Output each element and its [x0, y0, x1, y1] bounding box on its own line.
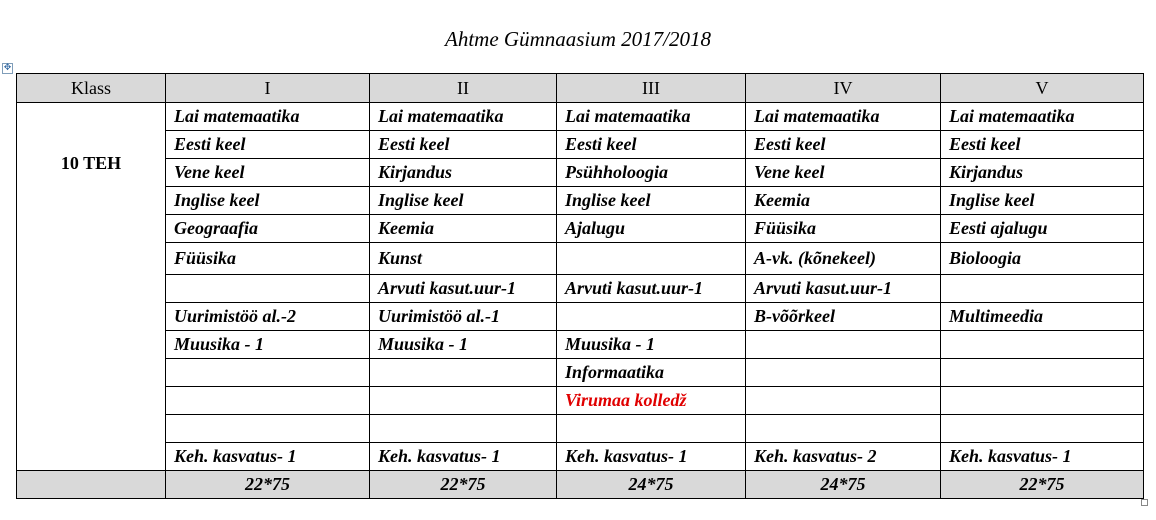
table-resize-handle-icon[interactable]	[1141, 499, 1148, 506]
table-cell	[166, 359, 370, 387]
table-cell: Inglise keel	[166, 187, 370, 215]
table-cell: Eesti keel	[166, 131, 370, 159]
header-day-4: IV	[746, 74, 941, 103]
schedule-table	[16, 73, 1144, 499]
table-cell: Eesti keel	[557, 131, 746, 159]
table-cell: Informaatika	[557, 359, 746, 387]
header-day-5: V	[941, 74, 1144, 103]
header-row	[17, 74, 1144, 103]
table-cell: Lai matemaatika	[166, 103, 370, 131]
totals-row	[17, 471, 1144, 499]
header-day-3: III	[557, 74, 746, 103]
table-row	[17, 243, 1144, 275]
table-cell: Eesti keel	[370, 131, 557, 159]
table-cell: Ajalugu	[557, 215, 746, 243]
table-cell	[166, 415, 370, 443]
table-cell: Arvuti kasut.uur-1	[557, 275, 746, 303]
table-cell	[746, 415, 941, 443]
table-cell: Arvuti kasut.uur-1	[370, 275, 557, 303]
table-cell: Eesti keel	[746, 131, 941, 159]
class-name-cell: 10 TEH	[17, 103, 166, 471]
table-cell: Keh. kasvatus- 2	[746, 443, 941, 471]
table-cell	[941, 387, 1144, 415]
table-cell	[557, 243, 746, 275]
table-row	[17, 303, 1144, 331]
table-cell: Psühholoogia	[557, 159, 746, 187]
table-cell: Muusika - 1	[166, 331, 370, 359]
table-cell: Kirjandus	[941, 159, 1144, 187]
table-cell: Eesti ajalugu	[941, 215, 1144, 243]
total-cell: 24*75	[746, 471, 941, 499]
table-cell: Muusika - 1	[557, 331, 746, 359]
total-cell: 22*75	[370, 471, 557, 499]
table-cell: Keemia	[370, 215, 557, 243]
total-cell: 24*75	[557, 471, 746, 499]
table-cell	[941, 275, 1144, 303]
table-cell	[941, 331, 1144, 359]
table-row	[17, 275, 1144, 303]
table-cell: Keh. kasvatus- 1	[557, 443, 746, 471]
table-cell: Multimeedia	[941, 303, 1144, 331]
table-cell: B-võõrkeel	[746, 303, 941, 331]
table-cell: Füüsika	[746, 215, 941, 243]
table-cell: Bioloogia	[941, 243, 1144, 275]
table-cell: Kunst	[370, 243, 557, 275]
header-day-1: I	[166, 74, 370, 103]
table-cell	[166, 387, 370, 415]
table-cell: Lai matemaatika	[557, 103, 746, 131]
table-cell: Geograafia	[166, 215, 370, 243]
table-row	[17, 415, 1144, 443]
table-row	[17, 443, 1144, 471]
table-cell: Lai matemaatika	[370, 103, 557, 131]
table-cell	[166, 275, 370, 303]
table-row	[17, 387, 1144, 415]
table-cell: Kirjandus	[370, 159, 557, 187]
table-row	[17, 359, 1144, 387]
table-cell	[941, 359, 1144, 387]
header-klass: Klass	[17, 74, 166, 103]
totals-label-cell	[17, 471, 166, 499]
table-cell: Inglise keel	[557, 187, 746, 215]
total-cell: 22*75	[941, 471, 1144, 499]
table-cell: Keh. kasvatus- 1	[166, 443, 370, 471]
table-cell: Uurimistöö al.-1	[370, 303, 557, 331]
document-title: Ahtme Gümnaasium 2017/2018	[445, 27, 711, 51]
table-move-handle-icon[interactable]: ✥	[3, 63, 12, 73]
table-cell	[557, 303, 746, 331]
header-day-2: II	[370, 74, 557, 103]
table-row	[17, 331, 1144, 359]
table-row	[17, 215, 1144, 243]
highlighted-cell: Virumaa kolledž	[557, 387, 746, 415]
table-cell: Keh. kasvatus- 1	[370, 443, 557, 471]
table-row	[17, 131, 1144, 159]
table-cell: Inglise keel	[370, 187, 557, 215]
table-cell	[746, 331, 941, 359]
table-cell	[370, 359, 557, 387]
table-cell: Füüsika	[166, 243, 370, 275]
table-cell: Muusika - 1	[370, 331, 557, 359]
table-cell: Vene keel	[746, 159, 941, 187]
table-cell: Lai matemaatika	[746, 103, 941, 131]
table-cell: Vene keel	[166, 159, 370, 187]
table-cell: Lai matemaatika	[941, 103, 1144, 131]
table-cell: Arvuti kasut.uur-1	[746, 275, 941, 303]
table-cell: Inglise keel	[941, 187, 1144, 215]
table-cell: A-vk. (kõnekeel)	[746, 243, 941, 275]
table-cell	[941, 415, 1144, 443]
table-cell	[370, 415, 557, 443]
table-cell: Keemia	[746, 187, 941, 215]
table-cell	[746, 387, 941, 415]
table-cell: Uurimistöö al.-2	[166, 303, 370, 331]
total-cell: 22*75	[166, 471, 370, 499]
table-cell: Keh. kasvatus- 1	[941, 443, 1144, 471]
table-row	[17, 103, 1144, 131]
table-cell	[557, 415, 746, 443]
table-cell: Eesti keel	[941, 131, 1144, 159]
table-row	[17, 159, 1144, 187]
table-row	[17, 187, 1144, 215]
table-cell	[370, 387, 557, 415]
table-cell	[746, 359, 941, 387]
